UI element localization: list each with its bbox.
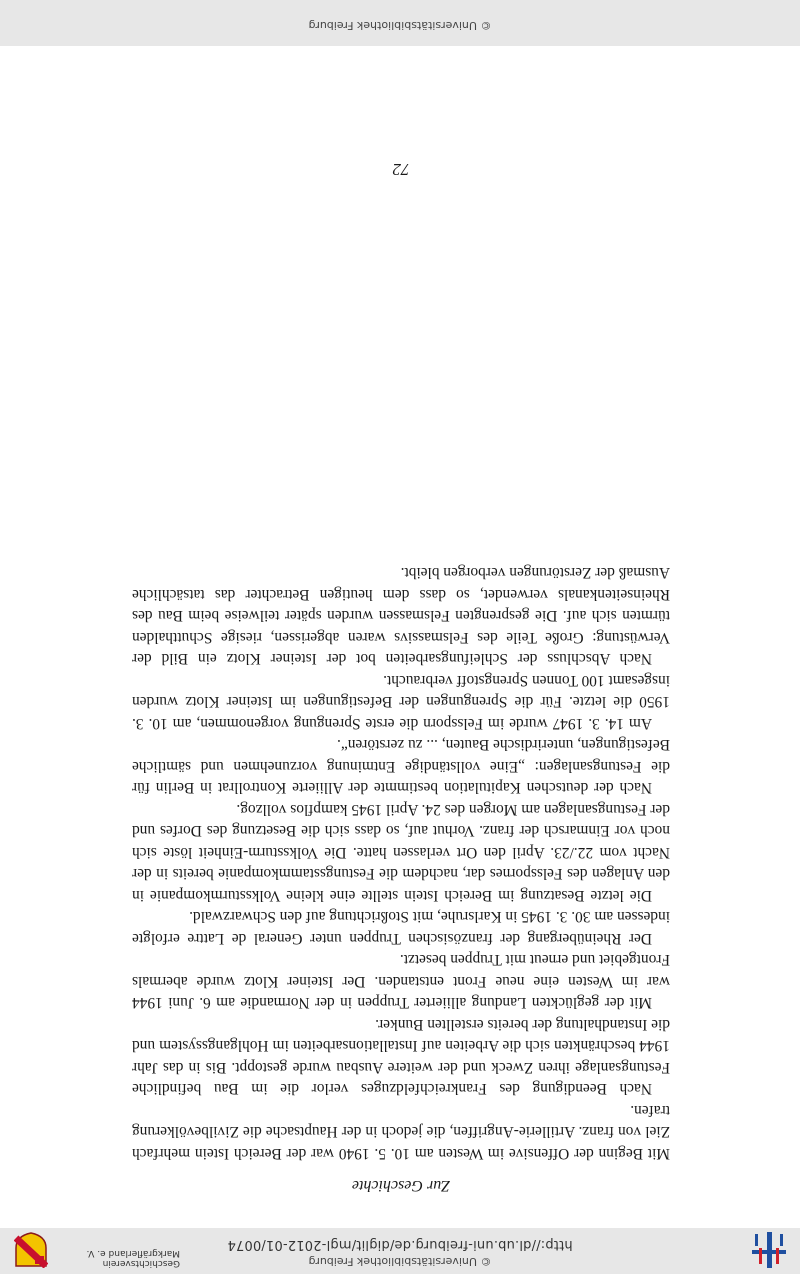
section-heading: Zur Geschichte xyxy=(351,1177,451,1194)
page-content xyxy=(132,562,670,1194)
paragraph: Nach Beendigung des Frankreichfeldzuges verlor die im Bau befindliche Festungsanlage ihren Zweck und der weitere Ausbau wurde gestoppt. Bis in das Jahr 1944 beschränkten sich die Arbeiten auf Installationsarbeiten im Hohlgangssystem und die Instandhaltung der bereits erstellten Bunker. xyxy=(132,1016,670,1098)
paragraph: Nach Abschluss der Schleifungsarbeiten bot der Isteiner Klotz ein Bild der Verwüstung: Große Teile des Felsmassivs waren abgerissen, riesige Schutthalden türmten sich auf. Die gesprengten Felsmassen wurden später teilweise beim Bau des Rheinseitenkanals verwendet, so dass dem heutigen Betrachter das tatsächliche Ausmaß der Zerstörungen verborgen bleibt. xyxy=(132,564,670,668)
document-url-link[interactable]: http://dl.ub.uni-freiburg.de/diglit/mgl-2012-01/0074 xyxy=(227,1237,573,1252)
header-bar xyxy=(0,1228,800,1274)
footer-bar xyxy=(0,0,800,46)
page-number: 72 xyxy=(392,160,410,179)
footer-copyright-text: © Universitätsbibliothek Freiburg xyxy=(308,19,492,32)
paragraph: Mit der geglückten Landung alliierter Truppen in der Normandie am 6. Juni 1944 war im Westen eine neue Front entstanden. Der Isteiner Klotz wurde abermals Frontgebiet und erneut mit Truppen besetzt. xyxy=(132,951,670,1012)
copyright-text: © Universitätsbibliothek Freiburg xyxy=(308,1255,492,1268)
paragraph: Der Rheinübergang der französischen Truppen unter General de Lattre erfolgte indessen am 30. 3. 1945 in Karlsruhe, mit Stoßrichtung auf den Schwarzwald. xyxy=(132,908,670,947)
coat-of-arms-icon xyxy=(14,1232,48,1268)
paragraph: Am 14. 3. 1947 wurde im Felssporn die erste Sprengung vorgenommen, am 10. 3. 1950 die letzte. Für die Sprengungen der Befestigungen im Isteiner Klotz wurden insgesamt 100 Tonnen Sprengstoff verbraucht. xyxy=(132,672,670,732)
paragraph: Die letzte Besatzung im Bereich Istein stellte eine kleine Volkssturmkompanie in den Anlagen des Felsspornes dar, nachdem die Festungsstammkompanie bereits in der Nacht vom 22./23. April den Ort verlassen hatte. Die Volkssturm-Einheit löste sich noch vor Einmarsch der franz. Vorhut auf, so dass sich die Besetzung des Dorfes und der Festungsanlagen am Morgen des 24. April 1945 kampflos vollzog. xyxy=(132,801,670,904)
paragraph: Nach der deutschen Kapitulation bestimmte der Alliierte Kontrollrat in Berlin für die Festungsanlagen: „Eine vollständige Entminung vorzunehmen und sämtliche Befestigungen, unterirdische Bauten, ... zu zerstören“. xyxy=(132,736,670,797)
paragraph: Mit Beginn der Offensive im Westen am 10. 5. 1940 war der Bereich Istein mehrfach Ziel von franz. Artillerie-Angriffen, die jedoch in der Hauptsache die Zivilbevölkerung trafen. xyxy=(132,1102,670,1162)
society-name: Geschichtsverein Markgräflerland e. V. xyxy=(86,1248,180,1268)
